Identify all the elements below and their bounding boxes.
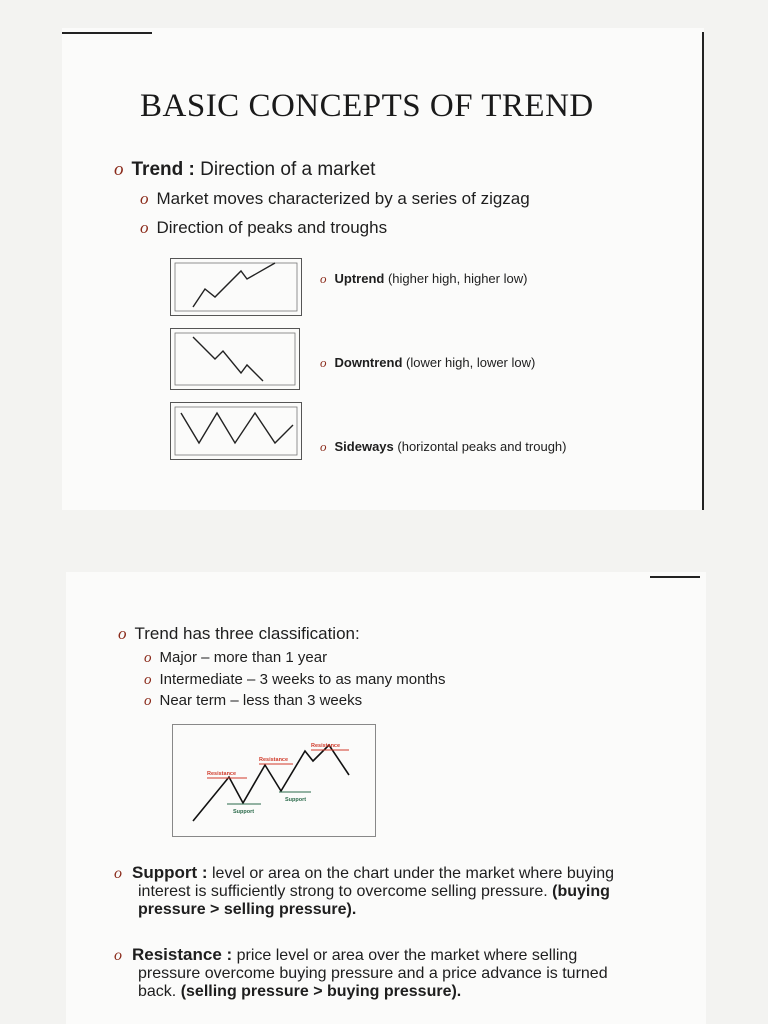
uptrend-diagram [170, 258, 302, 316]
slide-title: BASIC CONCEPTS OF TREND [140, 88, 594, 124]
sub-bullet-text: Direction of peaks and troughs [156, 218, 388, 237]
uptrend-line [171, 259, 301, 315]
trend-label: Trend : [131, 159, 195, 180]
resistance-line-1: price level or area over the market where selling [236, 947, 578, 964]
support-line-1: level or area on the chart under the market where buying [212, 865, 615, 882]
bullet-icon: o [320, 355, 327, 370]
bullet-icon: o [114, 947, 122, 964]
bullet-icon: o [144, 650, 152, 666]
resistance-definition [114, 946, 608, 1001]
bullet-icon: o [140, 218, 149, 237]
uptrend-text: (higher high, higher low) [387, 271, 528, 286]
sideways-text: (horizontal peaks and trough) [397, 439, 567, 454]
downtrend-line [171, 329, 299, 389]
sub-bullet-text: Market moves characterized by a series of zigzag [156, 189, 530, 208]
bullet-icon: o [114, 159, 124, 180]
major-label: Major [159, 649, 198, 666]
support-definition [114, 864, 614, 919]
bullet-icon: o [144, 672, 152, 688]
bullet-icon: o [114, 865, 122, 882]
near-label: Near term [159, 692, 227, 709]
resistance-line-2: pressure overcome buying pressure and a price advance is turned [138, 965, 608, 982]
bullet-icon: o [144, 693, 152, 709]
downtrend-item [320, 355, 535, 371]
sideways-item [320, 439, 567, 455]
support-resistance-chart [173, 725, 375, 836]
resistance-label-3: Resistance [311, 743, 341, 749]
slide-2 [66, 572, 706, 1024]
heading-text: Trend has three classification: [134, 624, 360, 643]
near-term-item [144, 692, 362, 710]
top-edge-line [62, 32, 152, 34]
trend-bullet [114, 159, 375, 181]
resistance-line-3a: back. [138, 983, 177, 1000]
support-line-3: pressure > selling pressure). [138, 901, 357, 918]
sideways-label: Sideways [334, 439, 394, 454]
support-label-2: Support [285, 797, 307, 803]
bullet-icon: o [320, 439, 327, 454]
intermediate-label: Intermediate [159, 671, 243, 688]
major-text: – more than 1 year [197, 649, 328, 666]
classification-heading [118, 624, 360, 644]
top-edge-line [650, 576, 700, 578]
resistance-label: Resistance : [132, 945, 233, 964]
slide-1 [62, 28, 704, 510]
support-line-2: interest is sufficiently strong to overcome selling pressure. [138, 883, 548, 900]
downtrend-text: (lower high, lower low) [406, 355, 536, 370]
intermediate-text: – 3 weeks to as many months [242, 671, 446, 688]
downtrend-label: Downtrend [334, 355, 403, 370]
uptrend-item [320, 271, 527, 287]
sideways-diagram [170, 402, 302, 460]
support-label-1: Support [233, 809, 255, 815]
intermediate-item [144, 671, 446, 689]
downtrend-diagram [170, 328, 300, 390]
right-edge-line [702, 32, 704, 510]
bullet-icon: o [140, 189, 149, 208]
major-item [144, 649, 327, 667]
support-resistance-diagram [172, 724, 376, 837]
resistance-label-1: Resistance [207, 771, 237, 777]
resistance-line-3b: (selling pressure > buying pressure). [180, 983, 462, 1000]
sub-bullet-peaks [140, 218, 387, 238]
bullet-icon: o [118, 624, 127, 643]
bullet-icon: o [320, 271, 327, 286]
sideways-line [171, 403, 301, 459]
trend-text: Direction of a market [200, 159, 376, 180]
support-label: Support : [132, 863, 208, 882]
support-bold: (buying [552, 883, 610, 900]
near-text: – less than 3 weeks [226, 692, 363, 709]
resistance-label-2: Resistance [259, 757, 289, 763]
sub-bullet-zigzag [140, 189, 530, 209]
uptrend-label: Uptrend [334, 271, 385, 286]
